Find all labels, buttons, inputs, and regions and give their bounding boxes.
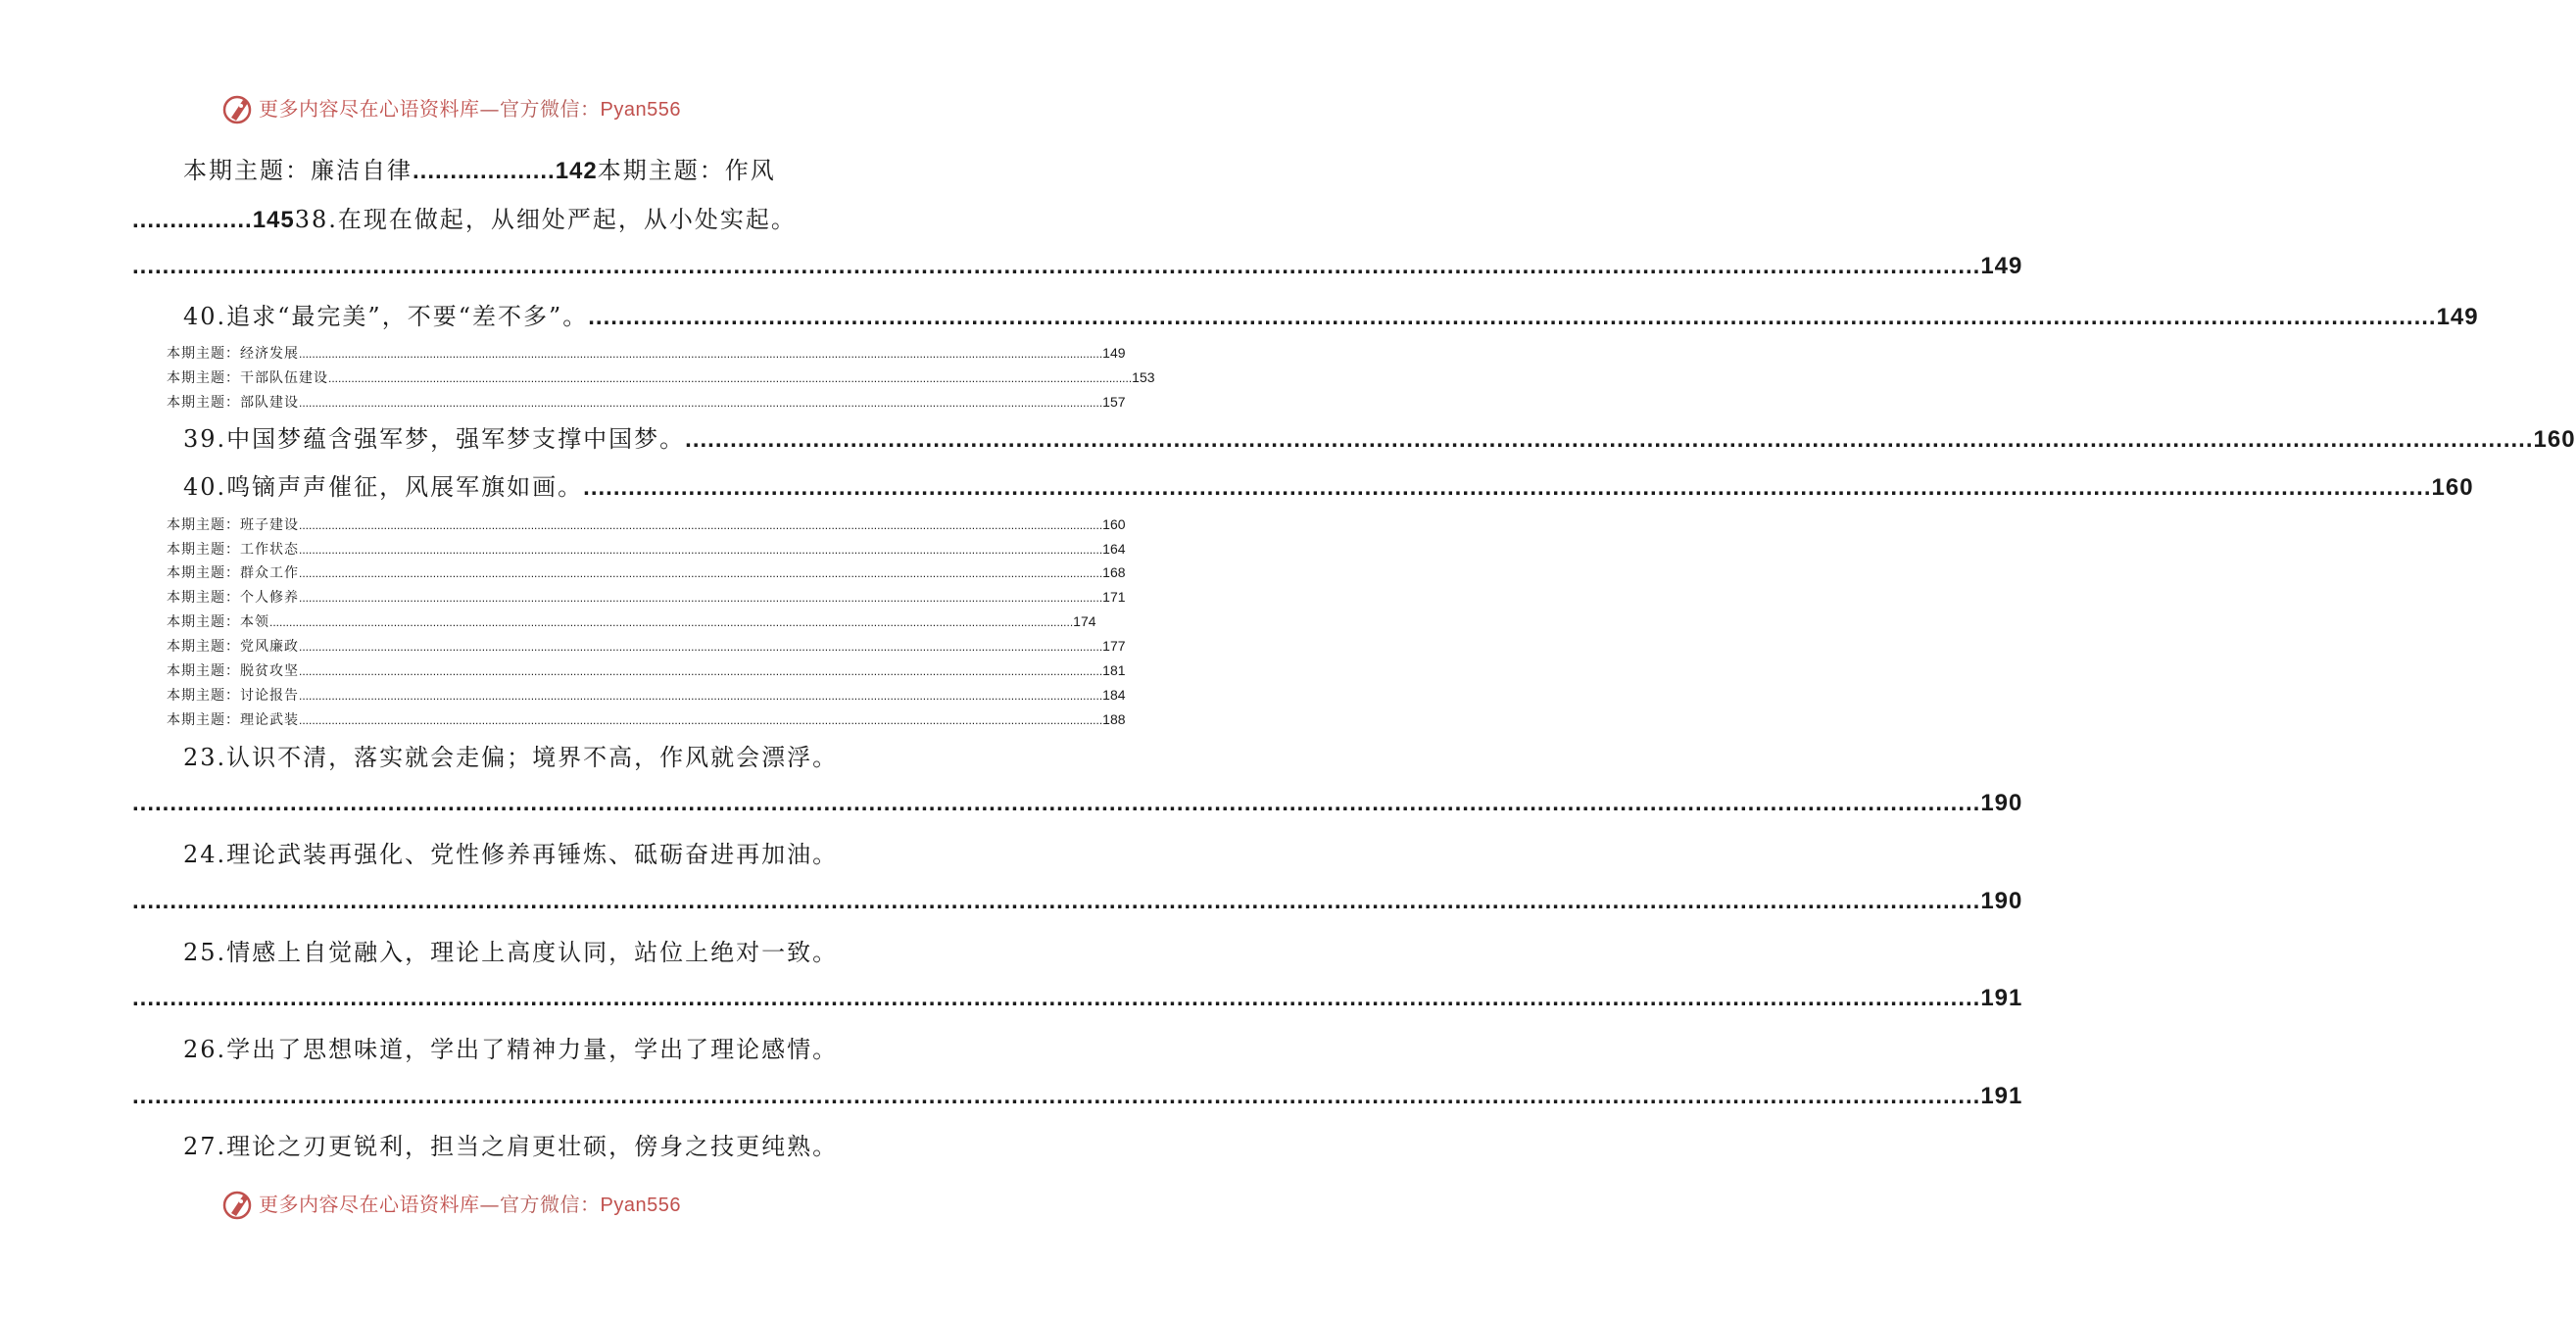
toc-page-number: 174 [1073, 613, 1096, 629]
toc-subentry-label: 本期主题：经济发展 [167, 346, 299, 362]
toc-subentry[interactable] [167, 342, 1126, 364]
toc-entry-label: 本期主题：廉洁自律 [183, 157, 413, 184]
toc-page-number: 160 [2431, 474, 2474, 501]
toc-page-number: 149 [2436, 304, 2479, 330]
toc-page-number: 160 [1102, 516, 1126, 532]
toc-entry-label: 38.在现在做起，从细处严起，从小处实起。 [294, 206, 797, 233]
toc-item-40b[interactable] [183, 469, 2474, 505]
header-watermark [0, 90, 931, 129]
toc-dots: ...................................................................................................................................................................................................................................................... [269, 615, 1074, 629]
toc-subentry[interactable] [167, 610, 1096, 632]
toc-page-number: 190 [1980, 888, 2023, 914]
toc-dots: ...................................................................................................................................................................................................................................................... [299, 566, 1103, 580]
toc-page-number: 184 [1102, 687, 1126, 703]
toc-dots: ...................................................................................................................................................................................................................................................... [132, 888, 1981, 914]
toc-dots: ...................................................................................................................................................................................................................................................... [299, 713, 1103, 727]
watermark-wechat-id: Pyan556 [600, 1195, 681, 1216]
toc-page-number: 157 [1102, 394, 1126, 410]
toc-subentry[interactable] [167, 635, 1126, 657]
toc-subentry[interactable] [167, 538, 1126, 560]
toc-entry-label: 27.理论之刃更锐利，担当之肩更壮硕，傍身之技更纯熟。 [183, 1133, 839, 1160]
toc-dots: ...................................................................................................................................................................................................................................................... [299, 543, 1103, 557]
toc-subentry-label: 本期主题：工作状态 [167, 542, 299, 558]
watermark-wechat-label: 官方微信： [500, 1193, 601, 1216]
watermark-site: 更多内容尽在心语资料库 [259, 1193, 480, 1216]
toc-subentry-label: 本期主题：个人修养 [167, 590, 299, 606]
toc-subentry[interactable] [167, 684, 1126, 706]
toc-dots: ...................................................................................................................................................................................................................................................... [132, 253, 1981, 279]
toc-page-number: 164 [1102, 541, 1126, 557]
toc-subentry-label: 本期主题：理论武装 [167, 712, 299, 728]
toc-subentry[interactable] [167, 366, 1155, 388]
toc-item-26-title[interactable] [183, 1032, 838, 1067]
watermark-separator: — [479, 1193, 500, 1216]
toc-page-number: 188 [1102, 711, 1126, 727]
watermark-wechat-label: 官方微信： [500, 97, 601, 121]
toc-dots: ...................................................................................................................................................................................................................................................... [132, 985, 1981, 1011]
toc-subentry-label: 本期主题：部队建设 [167, 395, 299, 411]
toc-line-style[interactable] [132, 202, 797, 238]
toc-entry-label: 本期主题：作风 [597, 157, 776, 184]
toc-subentry-label: 本期主题：本领 [167, 614, 269, 630]
toc-entry-label: 23.认识不清，落实就会走偏；境界不高，作风就会漂浮。 [183, 744, 839, 771]
watermark-site: 更多内容尽在心语资料库 [259, 97, 480, 121]
toc-dots: ...................................................................................................................................................................................................................................................... [328, 371, 1133, 385]
footer-watermark [0, 1186, 931, 1225]
toc-page-number: 181 [1102, 662, 1126, 678]
pen-nib-seal-icon [221, 1188, 255, 1221]
toc-page-number: 190 [1980, 790, 2023, 816]
toc-item-24-title[interactable] [183, 837, 838, 872]
toc-item-23-leader[interactable] [132, 786, 2023, 821]
toc-entry-label: 24.理论武装再强化、党性修养再锤炼、砥砺奋进再加油。 [183, 841, 839, 868]
toc-subentry-label: 本期主题：党风廉政 [167, 639, 299, 655]
toc-subentry[interactable] [167, 561, 1126, 583]
toc-line-discipline[interactable] [183, 153, 776, 189]
toc-entry-label: 39.中国梦蕴含强军梦，强军梦支撑中国梦。 [183, 425, 686, 453]
toc-item-40a[interactable] [183, 299, 2479, 334]
toc-page-number: 142 [555, 158, 598, 184]
toc-dots: ...................................................................................................................................................................................................................................................... [588, 304, 2437, 330]
watermark-text [259, 1192, 681, 1218]
toc-subentry[interactable] [167, 391, 1126, 413]
toc-leader-line[interactable] [132, 249, 2023, 284]
pen-nib-seal-icon [221, 92, 255, 125]
toc-dots: ...................................................................................................................................................................................................................................................... [299, 591, 1103, 605]
toc-dots: ...................................................................................................................................................................................................................................................... [583, 474, 2432, 501]
toc-item-25-leader[interactable] [132, 981, 2023, 1016]
toc-dots: ...................................................................................................................................................................................................................................................... [685, 426, 2534, 453]
toc-subentry-label: 本期主题：脱贫攻坚 [167, 663, 299, 679]
toc-dots: ...................................................................................................................................................................................................................................................... [132, 790, 1981, 816]
toc-item-24-leader[interactable] [132, 884, 2023, 919]
toc-item-27-title[interactable] [183, 1129, 838, 1164]
toc-subentry[interactable] [167, 708, 1126, 730]
toc-page-number: 168 [1102, 564, 1126, 580]
toc-dots: ...................................................................................................................................................................................................................................................... [299, 689, 1103, 703]
watermark-separator: — [479, 97, 500, 121]
toc-dots: ................... [413, 158, 556, 184]
toc-dots: ...................................................................................................................................................................................................................................................... [132, 1083, 1981, 1109]
toc-dots: ...................................................................................................................................................................................................................................................... [299, 396, 1103, 410]
toc-page-number: 149 [1980, 253, 2023, 279]
toc-subentry-label: 本期主题：讨论报告 [167, 688, 299, 704]
toc-dots: ...................................................................................................................................................................................................................................................... [299, 640, 1103, 654]
toc-entry-label: 40.追求“最完美”，不要“差不多”。 [183, 303, 589, 330]
toc-dots: ...................................................................................................................................................................................................................................................... [299, 518, 1103, 532]
toc-page-number: 191 [1980, 985, 2023, 1011]
toc-entry-label: 26.学出了思想味道，学出了精神力量，学出了理论感情。 [183, 1036, 839, 1063]
toc-subentry-label: 本期主题：班子建设 [167, 517, 299, 533]
watermark-text [259, 96, 681, 122]
toc-item-25-title[interactable] [183, 935, 838, 970]
watermark-wechat-id: Pyan556 [600, 99, 681, 121]
toc-page-number: 153 [1132, 369, 1155, 385]
toc-subentry[interactable] [167, 586, 1126, 608]
toc-page-number: 177 [1102, 638, 1126, 654]
toc-page-number: 149 [1102, 345, 1126, 361]
toc-item-23-title[interactable] [183, 740, 838, 775]
toc-dots: ...................................................................................................................................................................................................................................................... [299, 347, 1103, 361]
toc-item-26-leader[interactable] [132, 1079, 2023, 1114]
toc-dots: ................ [132, 207, 253, 233]
toc-subentry[interactable] [167, 513, 1126, 535]
toc-entry-label: 25.情感上自觉融入，理论上高度认同，站位上绝对一致。 [183, 939, 839, 966]
toc-dots: ...................................................................................................................................................................................................................................................... [299, 664, 1103, 678]
toc-subentry[interactable] [167, 659, 1126, 681]
toc-entry-label: 40.鸣镝声声催征，风展军旗如画。 [183, 473, 584, 501]
toc-page-number: 145 [252, 207, 295, 233]
toc-page-number: 160 [2533, 426, 2576, 453]
toc-item-39[interactable] [183, 421, 2576, 457]
toc-page-number: 171 [1102, 589, 1126, 605]
toc-page-number: 191 [1980, 1083, 2023, 1109]
toc-subentry-label: 本期主题：干部队伍建设 [167, 370, 328, 386]
toc-subentry-label: 本期主题：群众工作 [167, 565, 299, 581]
